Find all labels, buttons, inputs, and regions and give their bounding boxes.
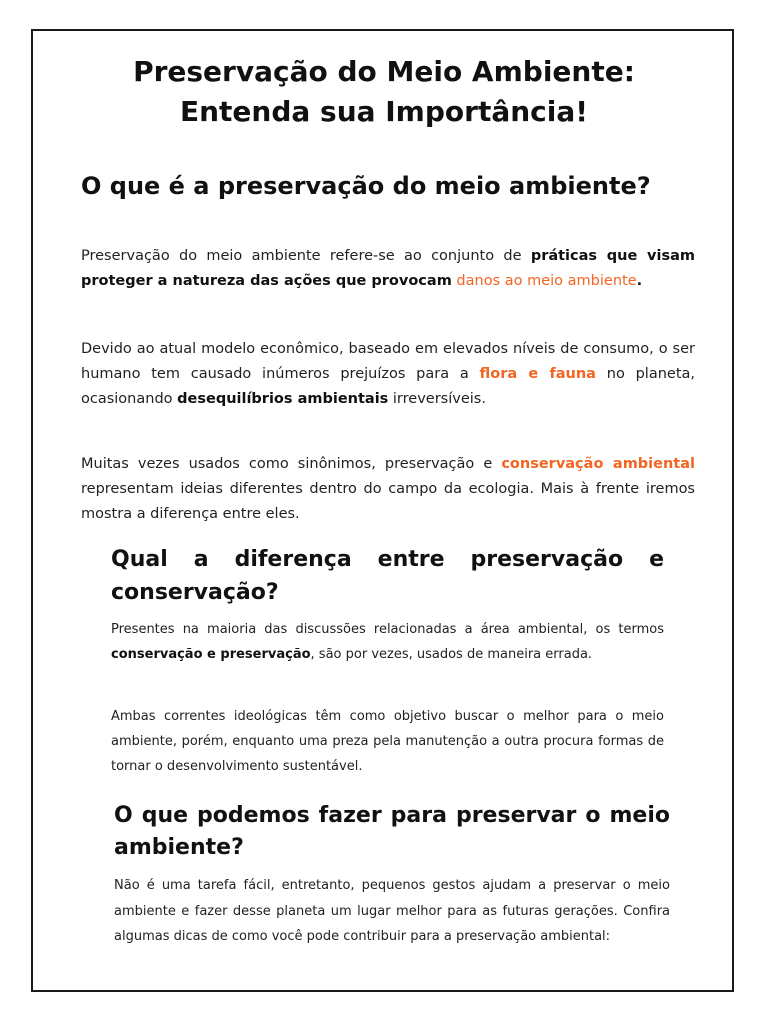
paragraph-tips-intro: Não é uma tarefa fácil, entretanto, pequenos gestos ajudam a preservar o meio ambiente e fazer desse planeta um lugar melhor para as futuras gerações. Confira algumas dicas de como você pode contribuir para a preservação ambiental: — [114, 878, 670, 944]
paragraph-synonyms — [81, 452, 695, 527]
text: , são por vezes, usados de maneira errada. — [310, 647, 593, 662]
text: irreversíveis. — [388, 391, 486, 407]
text: Preservação do meio ambiente refere-se ao conjunto de — [81, 248, 531, 264]
paragraph-definition — [81, 244, 695, 294]
paragraph-economic-model — [81, 337, 695, 412]
text: Devido ao atual modelo econômico, baseado em elevados níveis de consumo, o ser humano tem causado inúmeros prejuízos para a — [81, 341, 695, 382]
text: Muitas vezes usados como sinônimos, preservação e — [81, 456, 502, 472]
link-flora-e-fauna[interactable]: flora e fauna — [479, 366, 596, 382]
page-title — [40, 52, 728, 132]
text: . — [636, 273, 643, 289]
section-heading-what-can-we-do: O que podemos fazer para preservar o meio ambiente? — [114, 803, 670, 860]
bold-text: práticas que visam proteger a natureza das ações que provocam — [81, 248, 695, 289]
section-heading-difference: Qual a diferença entre preservação e conservação? — [111, 547, 664, 605]
bold-text: conservação e preservação — [111, 647, 311, 662]
paragraph-ideologies: Ambas correntes ideológicas têm como objetivo buscar o melhor para o meio ambiente, porém, enquanto uma preza pela manutenção a outra procura formas de tornar o desenvolvimento sustentável. — [111, 709, 664, 774]
page-title-line-2: Entenda sua Importância! — [179, 95, 589, 128]
text: representam ideias diferentes dentro do campo da ecologia. Mais à frente iremos mostra a diferença entre eles. — [81, 481, 695, 522]
paragraph-terms — [111, 617, 664, 667]
page-title-line-1: Preservação do Meio Ambiente: — [133, 55, 635, 88]
bold-text: desequilíbrios ambientais — [177, 391, 389, 407]
link-conservacao-ambiental[interactable]: conservação ambiental — [501, 456, 695, 472]
text: Presentes na maioria das discussões relacionadas a área ambiental, os termos — [111, 622, 664, 637]
text: no planeta, ocasionando — [81, 366, 695, 407]
section-heading-what-is-preservation: O que é a preservação do meio ambiente? — [81, 172, 651, 200]
link-danos-ao-meio-ambiente[interactable]: danos ao meio ambiente — [456, 273, 637, 289]
